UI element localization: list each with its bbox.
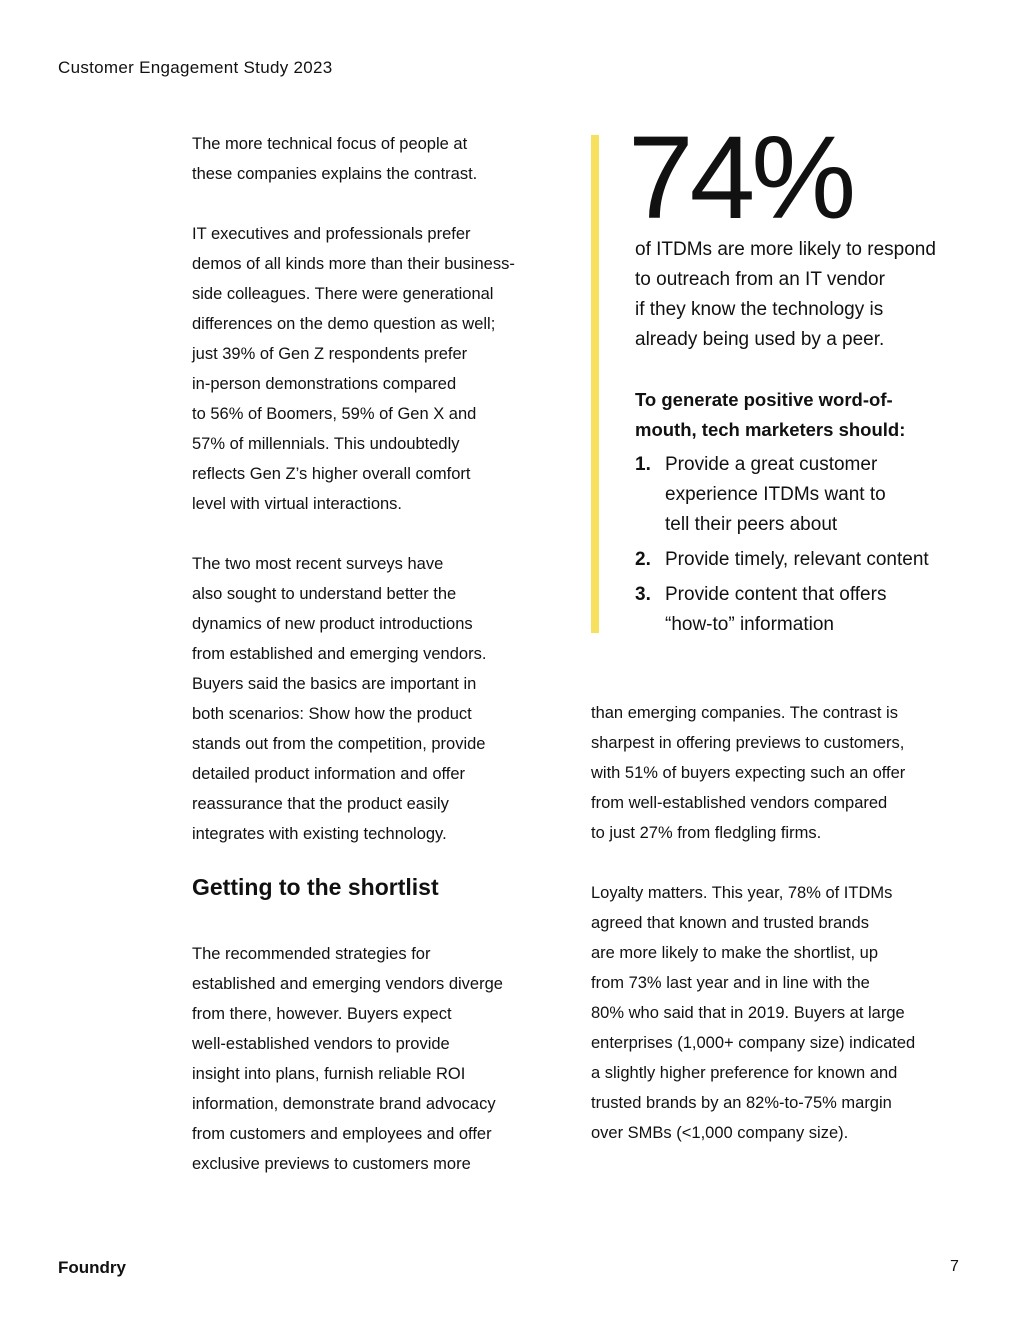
text-line: from well-established vendors compared xyxy=(591,794,888,812)
paragraph-previews-contrast xyxy=(591,698,971,848)
paragraph-loyalty xyxy=(591,878,971,1148)
text-line: well-established vendors to provide xyxy=(192,1035,450,1053)
text-line: The more technical focus of people at xyxy=(192,135,468,153)
text-line: enterprises (1,000+ company size) indicated xyxy=(591,1034,916,1052)
text-line: these companies explains the contrast. xyxy=(192,165,478,183)
left-column xyxy=(192,129,572,849)
callout-stat: 74% xyxy=(628,112,853,244)
right-column xyxy=(591,698,971,1148)
text-line: established and emerging vendors diverge xyxy=(192,975,503,993)
text-line: with 51% of buyers expecting such an offer xyxy=(591,764,906,782)
text-line: Provide content that offers xyxy=(665,584,887,605)
text-line: level with virtual interactions. xyxy=(192,495,403,513)
list-item xyxy=(635,545,975,575)
text-line: exclusive previews to customers more xyxy=(192,1155,471,1173)
text-line: both scenarios: Show how the product xyxy=(192,705,472,723)
text-line: integrates with existing technology. xyxy=(192,825,447,843)
text-line: stands out from the competition, provide xyxy=(192,735,486,753)
list-number: 2. xyxy=(635,549,651,570)
text-line: just 39% of Gen Z respondents prefer xyxy=(192,345,468,363)
text-line: from 73% last year and in line with the xyxy=(591,974,870,992)
text-line: are more likely to make the shortlist, up xyxy=(591,944,879,962)
text-line: from there, however. Buyers expect xyxy=(192,1005,452,1023)
text-line: The recommended strategies for xyxy=(192,945,431,963)
text-line: from established and emerging vendors. xyxy=(192,645,487,663)
text-line: reflects Gen Z’s higher overall comfort xyxy=(192,465,471,483)
paragraph-technical-focus xyxy=(192,129,572,189)
text-line: experience ITDMs want to xyxy=(665,484,886,505)
text-line: dynamics of new product introductions xyxy=(192,615,473,633)
text-line: if they know the technology is xyxy=(635,299,884,320)
text-line: already being used by a peer. xyxy=(635,329,885,350)
list-item xyxy=(635,450,975,540)
text-line: than emerging companies. The contrast is xyxy=(591,704,898,722)
text-line: detailed product information and offer xyxy=(192,765,466,783)
left-column-lower xyxy=(192,939,572,1179)
text-line: reassurance that the product easily xyxy=(192,795,449,813)
text-line: To generate positive word-of- xyxy=(635,389,893,410)
text-line: The two most recent surveys have xyxy=(192,555,444,573)
text-line: insight into plans, furnish reliable ROI xyxy=(192,1065,466,1083)
text-line: 80% who said that in 2019. Buyers at large xyxy=(591,1004,905,1022)
text-line: sharpest in offering previews to customers, xyxy=(591,734,905,752)
text-line: over SMBs (<1,000 company size). xyxy=(591,1124,849,1142)
callout-heading xyxy=(635,385,975,445)
callout-recommendations-list xyxy=(635,450,975,645)
text-line: from customers and employees and offer xyxy=(192,1125,492,1143)
text-line: Buyers said the basics are important in xyxy=(192,675,477,693)
section-heading-shortlist: Getting to the shortlist xyxy=(192,874,439,900)
text-line: tell their peers about xyxy=(665,514,838,535)
text-line: of ITDMs are more likely to respond xyxy=(635,239,936,260)
list-number: 1. xyxy=(635,454,651,475)
list-item xyxy=(635,580,975,640)
text-line: to just 27% from fledgling firms. xyxy=(591,824,822,842)
document-header: Customer Engagement Study 2023 xyxy=(58,58,333,77)
paragraph-vendor-strategies xyxy=(192,939,572,1179)
text-line: 57% of millennials. This undoubtedly xyxy=(192,435,460,453)
footer-brand-logo: Foundry xyxy=(58,1258,126,1277)
text-line: side colleagues. There were generational xyxy=(192,285,494,303)
text-line: demos of all kinds more than their business- xyxy=(192,255,515,273)
text-line: in-person demonstrations compared xyxy=(192,375,457,393)
paragraph-product-introductions xyxy=(192,549,572,849)
callout-accent-bar xyxy=(591,135,599,633)
text-line: to 56% of Boomers, 59% of Gen X and xyxy=(192,405,477,423)
list-number: 3. xyxy=(635,584,651,605)
text-line: Provide a great customer xyxy=(665,454,878,475)
paragraph-demo-preferences xyxy=(192,219,572,519)
text-line: IT executives and professionals prefer xyxy=(192,225,471,243)
text-line: Loyalty matters. This year, 78% of ITDMs xyxy=(591,884,893,902)
callout-stat-description xyxy=(635,235,975,355)
text-line: information, demonstrate brand advocacy xyxy=(192,1095,496,1113)
text-line: also sought to understand better the xyxy=(192,585,457,603)
text-line: differences on the demo question as well; xyxy=(192,315,496,333)
text-line: agreed that known and trusted brands xyxy=(591,914,869,932)
page-number: 7 xyxy=(950,1258,959,1275)
text-line: mouth, tech marketers should: xyxy=(635,419,906,440)
text-line: Provide timely, relevant content xyxy=(665,549,929,570)
text-line: “how-to” information xyxy=(665,614,834,635)
text-line: a slightly higher preference for known and xyxy=(591,1064,898,1082)
text-line: to outreach from an IT vendor xyxy=(635,269,885,290)
text-line: trusted brands by an 82%-to-75% margin xyxy=(591,1094,892,1112)
